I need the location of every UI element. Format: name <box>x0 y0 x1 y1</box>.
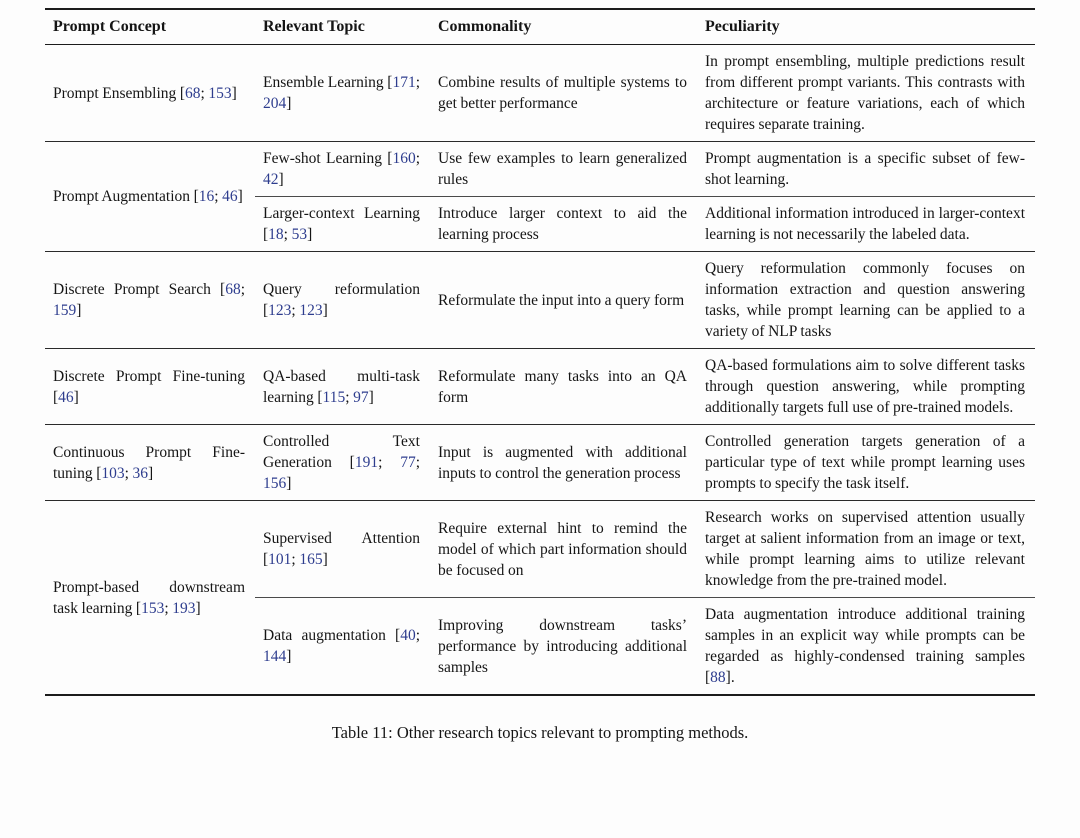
concept-group <box>45 45 1035 142</box>
citation-ref[interactable]: 16 <box>198 188 215 205</box>
citation-ref[interactable]: 101 <box>268 551 292 568</box>
cell-peculiarity: QA-based formulations aim to solve different tasks through question answering, while prompting additionally targets full use of pre-trained models. <box>697 349 1035 425</box>
table-row <box>45 349 1035 425</box>
citation-ref[interactable]: 46 <box>222 188 238 205</box>
cell-relevant-topic: Controlled Text Generation [191; 77; 156] <box>255 425 430 501</box>
cell-commonality: Input is augmented with additional inputs to control the generation process <box>430 425 697 501</box>
table-row <box>45 252 1035 349</box>
cell-relevant-topic: Larger-context Learning [18; 53] <box>255 197 430 252</box>
cell-peculiarity: Research works on supervised attention usually target at salient information from an image or text, while prompt learning aims to utilize relevant knowledge from the pre-trained model. <box>697 501 1035 598</box>
citation-ref[interactable]: 18 <box>268 226 284 243</box>
cell-commonality: Require external hint to remind the model of which part information should be focused on <box>430 501 697 598</box>
cell-peculiarity: Prompt augmentation is a specific subset of few-shot learning. <box>697 142 1035 197</box>
concept-group <box>45 252 1035 349</box>
citation-ref[interactable]: 144 <box>263 648 287 665</box>
citation-ref[interactable]: 97 <box>353 388 369 406</box>
cell-commonality: Combine results of multiple systems to get better performance <box>430 45 697 142</box>
cell-relevant-topic: Ensemble Learning [171; 204] <box>255 45 430 142</box>
cell-peculiarity: In prompt ensembling, multiple predictions result from different prompt variants. This contrasts with architecture or feature variations, each of which requires separate training. <box>697 45 1035 142</box>
cell-commonality: Introduce larger context to aid the learning process <box>430 197 697 252</box>
cell-prompt-concept: Discrete Prompt Search [68; 159] <box>45 252 255 349</box>
cell-prompt-concept: Prompt Ensembling [68; 153] <box>45 45 255 142</box>
header-row <box>45 9 1035 45</box>
cell-peculiarity: Query reformulation commonly focuses on information extraction and question answering tasks, while prompt learning can be applied to a variety of NLP tasks <box>697 252 1035 349</box>
cell-relevant-topic: Few-shot Learning [160; 42] <box>255 142 430 197</box>
citation-ref[interactable]: 123 <box>268 302 292 319</box>
cell-peculiarity: Data augmentation introduce additional training samples in an explicit way while prompts can be regarded as highly-condensed training samples [88]. <box>697 598 1035 696</box>
citation-ref[interactable]: 160 <box>392 150 416 167</box>
cell-relevant-topic: Supervised Attention [101; 165] <box>255 501 430 598</box>
cell-relevant-topic: Query reformulation [123; 123] <box>255 252 430 349</box>
citation-ref[interactable]: 193 <box>172 599 196 617</box>
citation-ref[interactable]: 77 <box>400 454 416 471</box>
concept-group <box>45 142 1035 252</box>
citation-ref[interactable]: 115 <box>322 388 346 406</box>
cell-prompt-concept: Prompt Augmentation [16; 46] <box>45 142 255 252</box>
header-prompt-concept: Prompt Concept <box>45 9 255 45</box>
header-relevant-topic: Relevant Topic <box>255 9 430 45</box>
cell-commonality: Reformulate many tasks into an QA form <box>430 349 697 425</box>
cell-commonality: Improving downstream tasks’ performance by introducing additional samples <box>430 598 697 696</box>
citation-ref[interactable]: 153 <box>208 84 232 102</box>
citation-ref[interactable]: 153 <box>141 599 165 617</box>
citation-ref[interactable]: 204 <box>263 95 287 112</box>
cell-prompt-concept: Discrete Prompt Fine-tuning [46] <box>45 349 255 425</box>
citation-ref[interactable]: 68 <box>225 281 241 298</box>
concept-group <box>45 501 1035 696</box>
citation-ref[interactable]: 53 <box>291 226 308 243</box>
table-caption: Table 11: Other research topics relevant to prompting methods. <box>331 723 749 742</box>
citation-ref[interactable]: 42 <box>263 171 279 188</box>
citation-ref[interactable]: 159 <box>53 302 77 319</box>
header-commonality: Commonality <box>430 9 697 45</box>
citation-ref[interactable]: 36 <box>132 464 148 482</box>
table-row <box>45 425 1035 501</box>
cell-commonality: Use few examples to learn generalized rules <box>430 142 697 197</box>
citation-ref[interactable]: 46 <box>58 388 74 406</box>
citation-ref[interactable]: 191 <box>354 454 379 471</box>
cell-peculiarity: Controlled generation targets generation of a particular type of text while prompt learning uses prompts to specify the task itself. <box>697 425 1035 501</box>
citation-ref[interactable]: 171 <box>392 74 416 91</box>
table-row <box>45 501 1035 598</box>
cell-prompt-concept: Prompt-based downstream task learning [153; 193] <box>45 501 255 696</box>
cell-peculiarity: Additional information introduced in larger-context learning is not necessarily the labeled data. <box>697 197 1035 252</box>
cell-commonality: Reformulate the input into a query form <box>430 252 697 349</box>
citation-ref[interactable]: 68 <box>185 84 201 102</box>
concept-group <box>45 425 1035 501</box>
citation-ref[interactable]: 156 <box>263 475 287 492</box>
citation-ref[interactable]: 123 <box>299 302 323 319</box>
citation-ref[interactable]: 88 <box>710 669 726 686</box>
table-row <box>45 142 1035 197</box>
cell-relevant-topic: Data augmentation [40; 144] <box>255 598 430 696</box>
cell-relevant-topic: QA-based multi-task learning [115; 97] <box>255 349 430 425</box>
header-peculiarity: Peculiarity <box>697 9 1035 45</box>
table-header <box>45 9 1035 45</box>
citation-ref[interactable]: 165 <box>299 551 323 568</box>
research-topics-table <box>45 8 1035 696</box>
table-row <box>45 45 1035 142</box>
citation-ref[interactable]: 40 <box>400 627 416 644</box>
concept-group <box>45 349 1035 425</box>
cell-prompt-concept: Continuous Prompt Fine-tuning [103; 36] <box>45 425 255 501</box>
citation-ref[interactable]: 103 <box>101 464 125 482</box>
